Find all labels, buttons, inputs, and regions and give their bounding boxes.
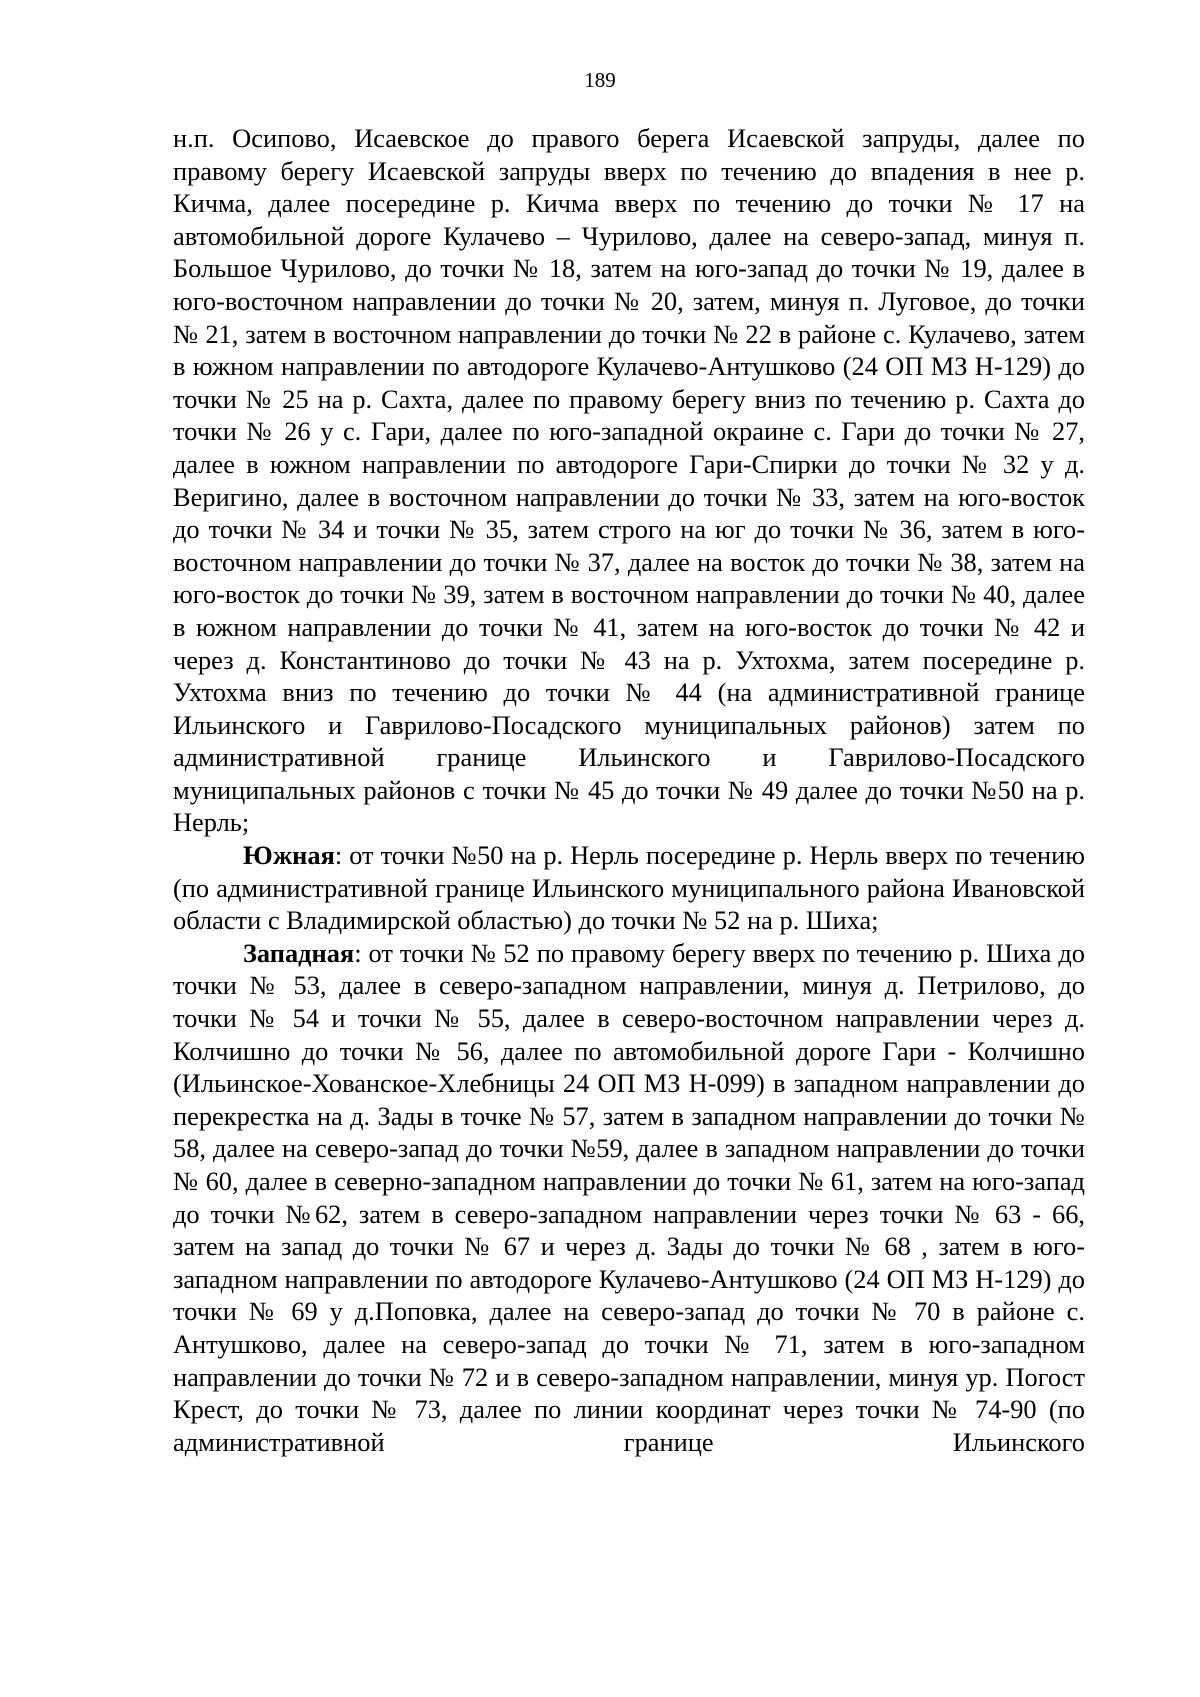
document-body: [173, 122, 1085, 1458]
page-number: 189: [584, 68, 616, 92]
west-boundary-text: : от точки № 52 по правому берегу вверх по течению р. Шиха до точки № 53, далее в северо-западном направлении, минуя д. Петрилово, до точки № 54 и точки № 55, далее в северо-восточном направлении через д. Колчишно до точки № 56, далее по автомобильной дороге Гари - Колчишно (Ильинское-Хованское-Хлебницы 24 ОП МЗ Н-099) в западном направлении до перекрестка на д. Зады в точке № 57, затем в западном направлении до точки № 58, далее на северо-запад до точки №59, далее в западном направлении до точки № 60, далее в северно-западном направлении до точки № 61, затем на юго-запад до точки №62, затем в северо-западном направлении через точки № 63 - 66, затем на запад до точки № 67 и через д. Зады до точки № 68 , затем в юго-западном направлении по автодороге Кулачево-Антушково (24 ОП МЗ Н-129) до точки № 69 у д.Поповка, далее на северо-запад до точки № 70 в районе с. Антушково, далее на северо-запад до точки № 71, затем в юго-западном направлении до точки № 72 и в северо-западном направлении, минуя ур. Погост Крест, до точки № 73, далее по линии координат через точки № 74-90 (по административной границе Ильинского: [173, 937, 1085, 1457]
south-boundary-paragraph: [173, 839, 1085, 937]
south-boundary-text: : от точки №50 на р. Нерль посередине р. Нерль вверх по течению (по административной границе Ильинского муниципального района Ивановской области с Владимирской областью) до точки № 52 на р. Шиха;: [173, 840, 1085, 936]
west-boundary-label: Западная: [243, 937, 355, 968]
boundary-paragraph: н.п. Осипово, Исаевское до правого берега Исаевской запруды, далее по правому берегу Исаевской запруды вверх по течению до впадения в нее р. Кичма, далее посередине р. Кичма вверх по течению до точки № 17 на автомобильной дороге Кулачево – Чурилово, далее на северо-запад, минуя п. Большое Чурилово, до точки № 18, затем на юго-запад до точки № 19, далее в юго-восточном направлении до точки № 20, затем, минуя п. Луговое, до точки № 21, затем в восточном направлении до точки № 22 в районе с. Кулачево, затем в южном направлении по автодороге Кулачево-Антушково (24 ОП МЗ Н-129) до точки № 25 на р. Сахта, далее по правому берегу вниз по течению р. Сахта до точки № 26 у с. Гари, далее по юго-западной окраине с. Гари до точки № 27, далее в южном направлении по автодороге Гари-Спирки до точки № 32 у д. Веригино, далее в восточном направлении до точки № 33, затем на юго-восток до точки № 34 и точки № 35, затем строго на юг до точки № 36, затем в юго-восточном направлении до точки № 37, далее на восток до точки № 38, затем на юго-восток до точки № 39, затем в восточном направлении до точки № 40, далее в южном направлении до точки № 41, затем на юго-восток до точки № 42 и через д. Константиново до точки № 43 на р. Ухтохма, затем посередине р. Ухтохма вниз по течению до точки № 44 (на административной границе Ильинского и Гаврилово-Посадского муниципальных районов) затем по административной границе Ильинского и Гаврилово-Посадского муниципальных районов с точки № 45 до точки № 49 далее до точки №50 на р. Нерль;: [173, 123, 1085, 838]
south-boundary-label: Южная: [243, 840, 335, 871]
west-boundary-paragraph: [173, 937, 1085, 1459]
